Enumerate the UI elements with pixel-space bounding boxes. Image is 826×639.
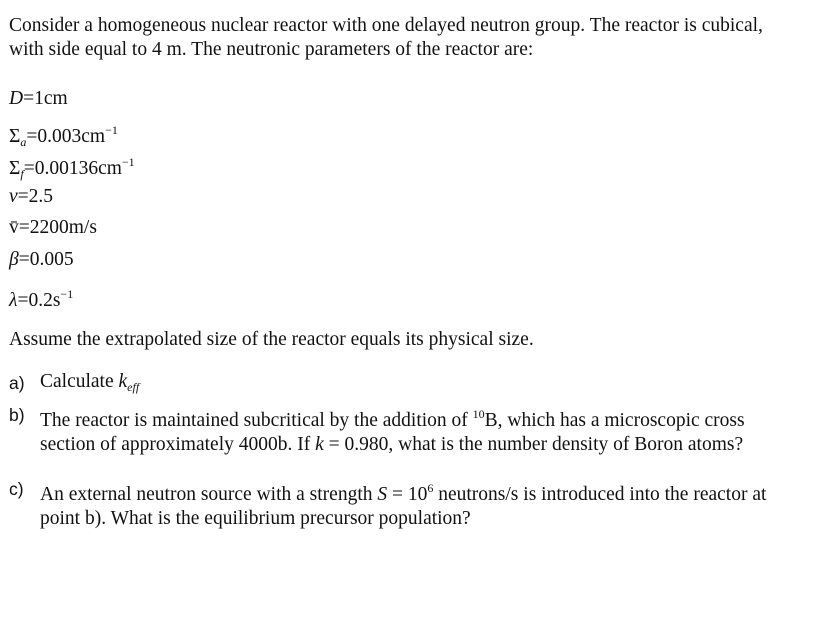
- param-fission-cross-section: [9, 150, 135, 186]
- problem-intro: Consider a homogeneous nuclear reactor with one delayed neutron group. The reactor is cubical, with side equal to 4 m. The neutronic parameters of the reactor are:: [9, 15, 763, 60]
- question-text-part: Calculate: [40, 371, 119, 392]
- param-value: =2.5: [17, 186, 54, 207]
- param-symbol: λ: [9, 290, 18, 311]
- param-value: =1cm: [23, 88, 68, 109]
- question-text-part: The reactor is maintained subcritical by the addition of: [40, 410, 473, 431]
- param-value: =0.2s: [17, 290, 61, 311]
- param-superscript: −1: [121, 155, 135, 169]
- question-text-part: An external neutron source with a strength: [40, 484, 378, 505]
- param-nu: [9, 185, 53, 209]
- param-diffusion-coefficient: [9, 87, 68, 111]
- question-c: [9, 476, 799, 531]
- question-variable: k: [315, 434, 324, 455]
- param-symbol: ν: [9, 186, 18, 207]
- isotope-symbol: B: [484, 410, 498, 431]
- param-symbol: Σ: [9, 158, 21, 179]
- isotope-mass-number: 10: [472, 407, 485, 421]
- question-text-part: , which has a microscopic cross section of approximately 4000b. If: [40, 410, 745, 455]
- param-subscript: a: [20, 135, 27, 149]
- question-a: [9, 370, 799, 399]
- question-text-part: = 0.980, what is the number density of Boron atoms?: [323, 434, 744, 455]
- question-b: [9, 402, 799, 457]
- assumption-note: Assume the extrapolated size of the reactor equals its physical size.: [9, 329, 534, 350]
- param-symbol: D: [9, 88, 24, 109]
- param-symbol: Σ: [9, 126, 21, 147]
- question-text: [40, 402, 799, 457]
- param-velocity: [9, 216, 97, 240]
- param-value: =0.00136cm: [23, 158, 122, 179]
- question-variable-subscript: eff: [127, 380, 140, 394]
- question-equation: = 10: [387, 484, 428, 505]
- param-subscript: f: [20, 167, 24, 181]
- question-label: b): [9, 405, 25, 425]
- param-value: =0.005: [18, 249, 74, 270]
- question-exponent: 6: [427, 481, 434, 495]
- param-value: =2200m/s: [18, 217, 97, 238]
- param-lambda: [9, 282, 73, 313]
- param-absorption-cross-section: [9, 118, 118, 154]
- question-text: [40, 476, 799, 531]
- question-variable: k: [118, 371, 128, 392]
- question-label: c): [9, 479, 24, 499]
- question-text: [40, 370, 799, 399]
- param-superscript: −1: [105, 123, 118, 137]
- param-symbol: β: [9, 249, 19, 270]
- question-label: a): [9, 373, 25, 393]
- param-value: =0.003cm: [26, 126, 106, 147]
- param-symbol: v̄: [9, 217, 19, 238]
- question-variable: S: [377, 484, 388, 505]
- question-text-part: neutrons/s is introduced into the reactor at point b). What is the equilibrium precursor population?: [40, 484, 767, 529]
- param-superscript: −1: [60, 287, 74, 301]
- param-beta: [9, 248, 74, 272]
